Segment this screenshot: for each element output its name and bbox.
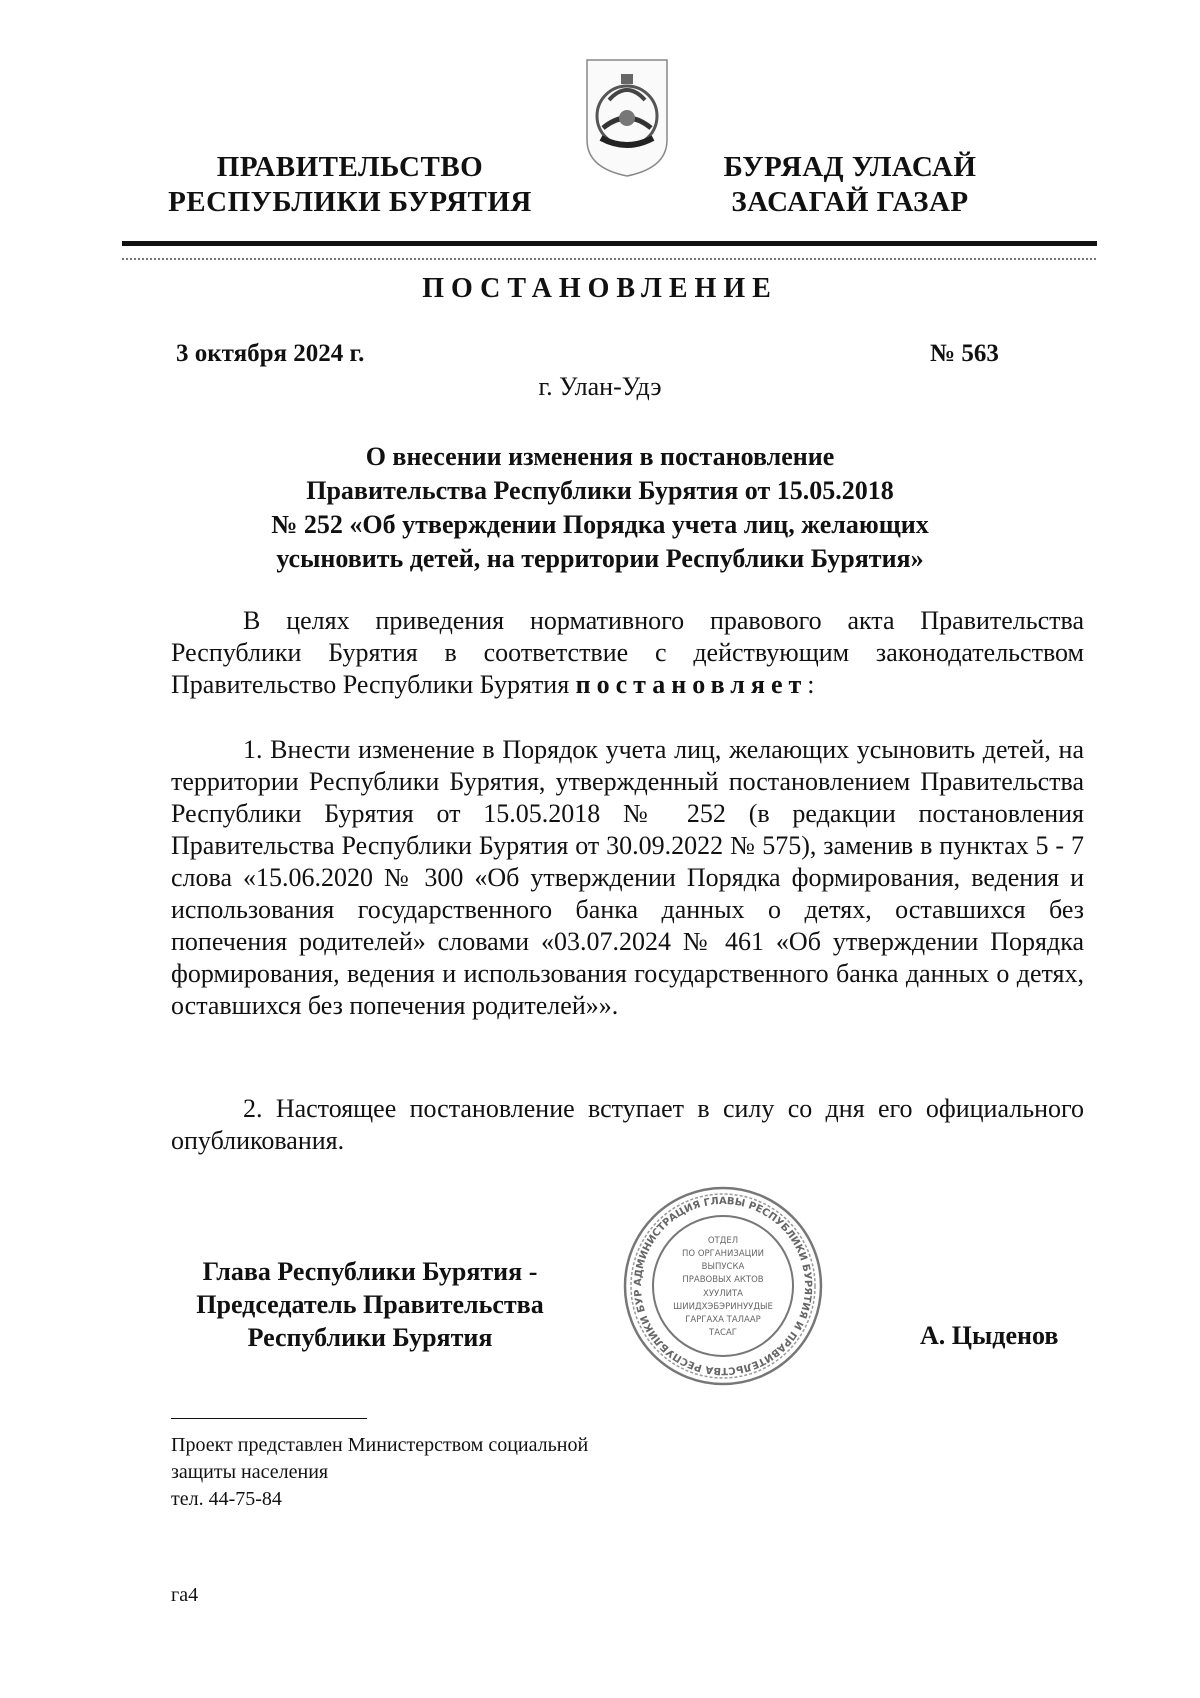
stamp-line-5: ХУУЛИТА — [703, 1289, 743, 1299]
stamp-line-3: ВЫПУСКА — [701, 1262, 745, 1272]
signatory-title-line3: Республики Бурятия — [247, 1323, 493, 1352]
item-2-text: 2. Настоящее постановление вступает в силу со дня его официального опубликования. — [171, 1094, 1084, 1155]
document-number: № 563 — [930, 340, 999, 367]
signatory-name: А. Цыденов — [920, 1321, 1059, 1350]
document-code: га4 — [171, 1584, 199, 1606]
stamp-line-6: ШИИДХЭБЭРИНУУДЫЕ — [673, 1302, 773, 1312]
header-left-line2: РЕСПУБЛИКИ БУРЯТИЯ — [168, 186, 532, 218]
document-type-title: ПОСТАНОВЛЕНИЕ — [422, 273, 778, 304]
footnote-line-2: защиты населения — [171, 1461, 329, 1483]
document-subject — [200, 440, 1000, 576]
preamble-tail: : — [807, 670, 815, 699]
stamp-line-2: ПО ОРГАНИЗАЦИИ — [682, 1249, 764, 1259]
document-city: г. Улан-Удэ — [538, 372, 662, 401]
stamp-line-4: ПРАВОВЫХ АКТОВ — [682, 1275, 764, 1285]
header-right — [680, 150, 1020, 220]
coat-of-arms-emblem — [583, 56, 671, 180]
official-seal-stamp — [622, 1185, 824, 1387]
item-1 — [171, 734, 1084, 1022]
document-date: 3 октября 2024 г. — [176, 340, 365, 367]
signatory-title-line2: Председатель Правительства — [196, 1290, 544, 1319]
header-right-line2: ЗАСАГАЙ ГАЗАР — [731, 186, 969, 218]
footnote-rule — [171, 1418, 367, 1419]
stamp-ring-text: АДМИНИСТРАЦИЯ ГЛАВЫ РЕСПУБЛИКИ БУРЯТИЯ И ПРАВИТЕЛЬСТВА РЕСПУБЛИКИ БУР — [632, 1195, 814, 1377]
header-rule-thin — [122, 258, 1097, 260]
header-left — [140, 150, 560, 220]
header-left-line1: ПРАВИТЕЛЬСТВО — [216, 151, 484, 183]
preamble-text: В целях приведения нормативного правового акта Правительства Республики Бурятия в соответствие с действующим законодательством Правительство Республики Бурятия — [171, 606, 1084, 699]
stamp-line-7: ГАРГАХА ТАЛААР — [685, 1315, 761, 1325]
footnote-line-3: тел. 44-75-84 — [171, 1488, 282, 1510]
header-rule-thick — [122, 241, 1097, 246]
subject-line-3: № 252 «Об утверждении Порядка учета лиц, желающих — [271, 510, 929, 539]
item-1-text: 1. Внести изменение в Порядок учета лиц, желающих усыновить детей, на территории Республики Бурятия, утвержденный постановлением Правительства Республики Бурятия от 15.05.2018 № 252 (в редакции постановления Правительства Республики Бурятия от 30.09.2022 № 575), заменив в пунктах 5 - 7 слова «15.06.2020 № 300 «Об утверждении Порядка формирования, ведения и использования государственного банка данных о детях, оставшихся без попечения родителей» словами «03.07.2024 № 461 «Об утверждении Порядка формирования, ведения и использования государственного банка данных о детях, оставшихся без попечения родителей»». — [171, 735, 1084, 1020]
subject-line-4: усыновить детей, на территории Республики Бурятия» — [276, 544, 924, 573]
signatory-title — [150, 1255, 590, 1354]
subject-line-2: Правительства Республики Бурятия от 15.05.2018 — [306, 476, 894, 505]
signatory-title-line1: Глава Республики Бурятия - — [202, 1257, 538, 1286]
footnote-line-1: Проект представлен Министерством социальной — [171, 1434, 589, 1456]
stamp-line-1: ОТДЕЛ — [707, 1236, 739, 1246]
subject-line-1: О внесении изменения в постановление — [365, 442, 835, 471]
stamp-line-8: ТАСАГ — [709, 1328, 737, 1338]
preamble — [171, 605, 1084, 701]
footnote — [171, 1432, 588, 1513]
item-2 — [171, 1093, 1084, 1157]
header-right-line1: БУРЯАД УЛАСАЙ — [723, 151, 977, 183]
preamble-resolves-word: постановляет — [575, 670, 808, 699]
